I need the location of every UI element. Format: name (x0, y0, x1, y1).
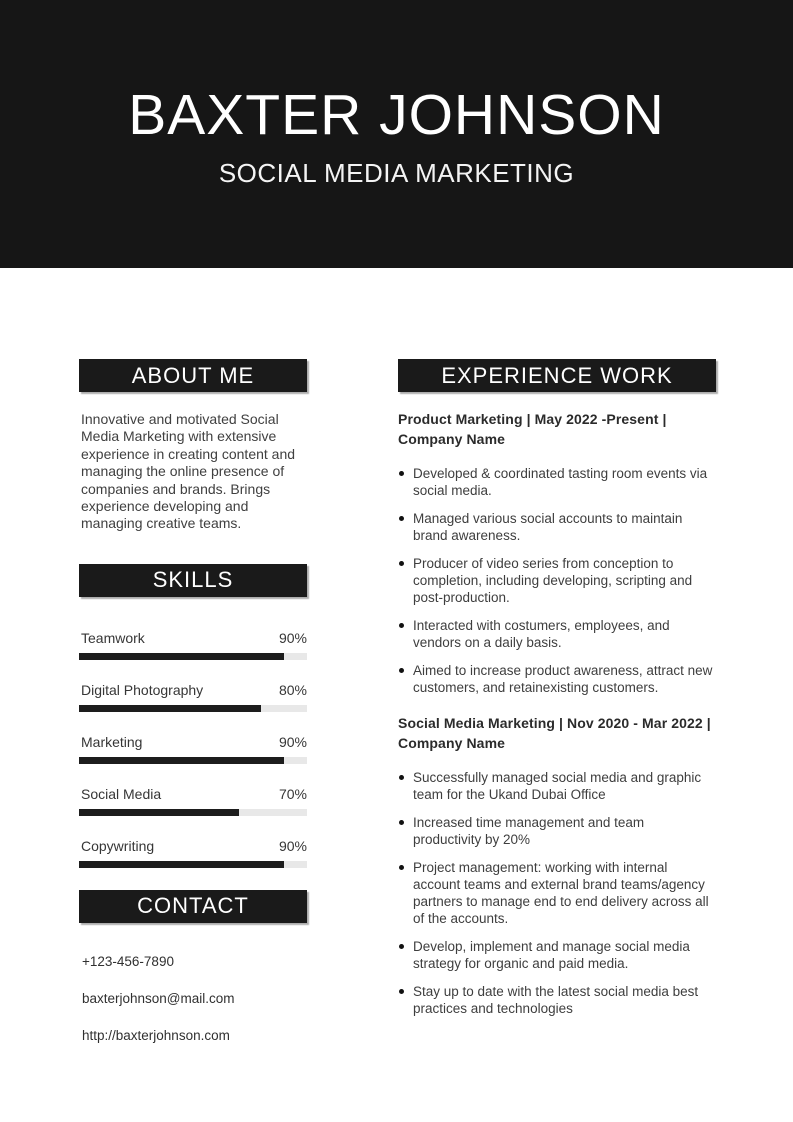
job-bullet: Developed & coordinated tasting room events via social media. (398, 465, 716, 499)
experience-section-title: EXPERIENCE WORK (441, 362, 673, 388)
skill-row (79, 630, 307, 660)
experience-section-header (398, 359, 716, 392)
skill-label: Digital Photography (81, 681, 204, 698)
skill-bar-fill (79, 861, 284, 868)
skill-percent: 80% (278, 681, 307, 698)
job-bullet: Develop, implement and manage social media strategy for organic and paid media. (398, 938, 716, 972)
skill-bar-fill (79, 705, 261, 712)
job-bullet: Producer of video series from conception to completion, including developing, scripting and post-production. (398, 555, 716, 606)
resume-header (0, 0, 793, 268)
job-entry (398, 409, 716, 696)
job-bullet: Interacted with costumers, employees, and vendors on a daily basis. (398, 617, 716, 651)
right-column (398, 359, 716, 1028)
skill-percent: 90% (278, 733, 307, 750)
skill-row (79, 682, 307, 712)
skill-percent: 70% (278, 785, 307, 802)
job-heading: Product Marketing | May 2022 -Present | Company Name (398, 411, 667, 447)
skill-bar-fill (79, 757, 284, 764)
about-section-header (79, 359, 307, 392)
skills-section-title: SKILLS (152, 567, 234, 593)
skill-percent: 90% (278, 837, 307, 854)
skills-list (79, 630, 307, 868)
person-title: SOCIAL MEDIA MARKETING (218, 157, 575, 188)
skill-bar-track (79, 809, 307, 816)
job-bullet: Increased time management and team productivity by 20% (398, 814, 716, 848)
job-heading: Social Media Marketing | Nov 2020 - Mar 2022 | Company Name (398, 715, 711, 751)
contact-item: http://baxterjohnson.com (82, 1027, 230, 1043)
skill-label: Marketing (81, 733, 143, 750)
skill-row (79, 786, 307, 816)
job-bullets (398, 465, 716, 696)
job-bullet: Successfully managed social media and graphic team for the Ukand Dubai Office (398, 769, 716, 803)
job-entry (398, 713, 716, 1017)
job-bullet: Stay up to date with the latest social media best practices and technologies (398, 983, 716, 1017)
experience-jobs (398, 409, 716, 1017)
skill-bar-track (79, 861, 307, 868)
skill-bar-track (79, 705, 307, 712)
skill-row (79, 734, 307, 764)
job-bullet: Aimed to increase product awareness, attract new customers, and retainexisting customers. (398, 662, 716, 696)
job-bullets (398, 769, 716, 1017)
skill-label: Social Media (81, 785, 162, 802)
job-bullet: Project management: working with internal account teams and external brand teams/agency partners to manage end to end delivery across all of the accounts. (398, 859, 716, 927)
skill-bar-fill (79, 809, 239, 816)
about-section-title: ABOUT ME (131, 362, 255, 388)
contact-section-header (79, 890, 307, 923)
skill-label: Teamwork (81, 629, 145, 646)
left-column (79, 359, 307, 1065)
job-bullet: Managed various social accounts to maintain brand awareness. (398, 510, 716, 544)
contact-item: baxterjohnson@mail.com (82, 990, 235, 1006)
person-name: BAXTER JOHNSON (128, 83, 665, 147)
about-text: Innovative and motivated Social Media Marketing with extensive experience in creating content and managing the online presence of companies and brands. Brings experience developing and managing creative teams. (81, 411, 296, 532)
contact-list (79, 954, 307, 1043)
skill-bar-fill (79, 653, 284, 660)
skill-row (79, 838, 307, 868)
skills-section-header (79, 564, 307, 597)
skill-label: Copywriting (81, 837, 155, 854)
contact-section-title: CONTACT (137, 893, 249, 919)
skill-percent: 90% (278, 629, 307, 646)
skill-bar-track (79, 653, 307, 660)
skill-bar-track (79, 757, 307, 764)
contact-item: +123-456-7890 (82, 953, 174, 969)
